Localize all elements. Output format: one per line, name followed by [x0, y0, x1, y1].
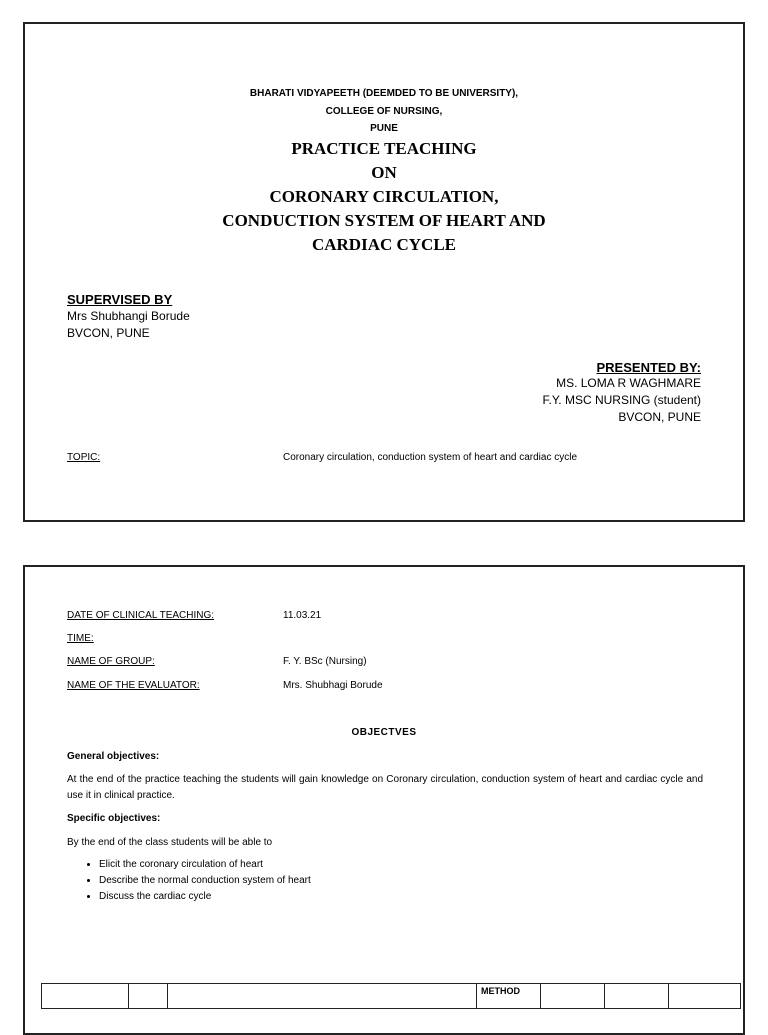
time-label: TIME: — [67, 633, 94, 644]
table-header-row — [42, 984, 741, 1009]
evaluator-label: NAME OF THE EVALUATOR: — [67, 680, 200, 691]
table-cell — [669, 984, 741, 1009]
presenter-name: MS. LOMA R WAGHMARE — [556, 376, 701, 390]
title-line-1: PRACTICE TEACHING — [291, 139, 477, 158]
objective-item: • Discuss the cardiac cycle — [99, 889, 311, 905]
evaluator-value: Mrs. Shubhagi Borude — [283, 680, 383, 691]
topic-label: TOPIC: — [67, 452, 101, 463]
institution-line-3: PUNE — [370, 123, 398, 134]
general-objectives-heading: General objectives: — [67, 751, 160, 762]
details-page — [23, 565, 745, 1035]
date-value: 11.03.21 — [283, 610, 322, 621]
specific-objectives-list — [67, 857, 311, 905]
table-cell — [605, 984, 669, 1009]
supervised-by-heading: SUPERVISED BY — [67, 292, 173, 307]
objectives-heading: OBJECTVES — [351, 727, 417, 738]
topic-value: Coronary circulation, conduction system of heart and cardiac cycle — [283, 452, 578, 463]
title-line-5: CARDIAC CYCLE — [311, 235, 457, 254]
specific-objectives-intro: By the end of the class students will be able to — [67, 837, 273, 848]
group-value: F. Y. BSc (Nursing) — [283, 656, 367, 667]
presenter-course: F.Y. MSC NURSING (student) — [542, 393, 701, 407]
title-line-2: ON — [371, 163, 397, 182]
title-line-3: CORONARY CIRCULATION, — [269, 187, 499, 206]
presented-by-heading: PRESENTED BY: — [596, 360, 701, 375]
presenter-place: BVCON, PUNE — [618, 410, 701, 424]
cover-page — [23, 22, 745, 522]
objective-item: • Describe the normal conduction system of heart — [99, 873, 311, 889]
date-label: DATE OF CLINICAL TEACHING: — [67, 610, 215, 621]
table-cell — [129, 984, 168, 1009]
institution-line-2: COLLEGE OF NURSING, — [325, 106, 443, 117]
title-line-4: CONDUCTION SYSTEM OF HEART AND — [222, 211, 546, 230]
objective-item: • Elicit the coronary circulation of heart — [99, 857, 311, 873]
general-objectives-text: At the end of the practice teaching the students will gain knowledge on Coronary circulation, conduction system of heart and cardiac cycle and use it in clinical practice. — [67, 774, 703, 801]
group-label: NAME OF GROUP: — [67, 656, 155, 667]
table-cell — [168, 984, 477, 1009]
supervisor-place: BVCON, PUNE — [67, 326, 150, 340]
specific-objectives-heading: Specific objectives: — [67, 813, 161, 824]
table-cell — [42, 984, 129, 1009]
supervisor-name: Mrs Shubhangi Borude — [67, 309, 190, 323]
lesson-plan-table — [41, 983, 741, 1009]
institution-line-1: BHARATI VIDYAPEETH (DEEMDED TO BE UNIVERSITY), — [249, 88, 519, 99]
method-header: METHOD — [477, 984, 541, 1009]
table-cell — [541, 984, 605, 1009]
